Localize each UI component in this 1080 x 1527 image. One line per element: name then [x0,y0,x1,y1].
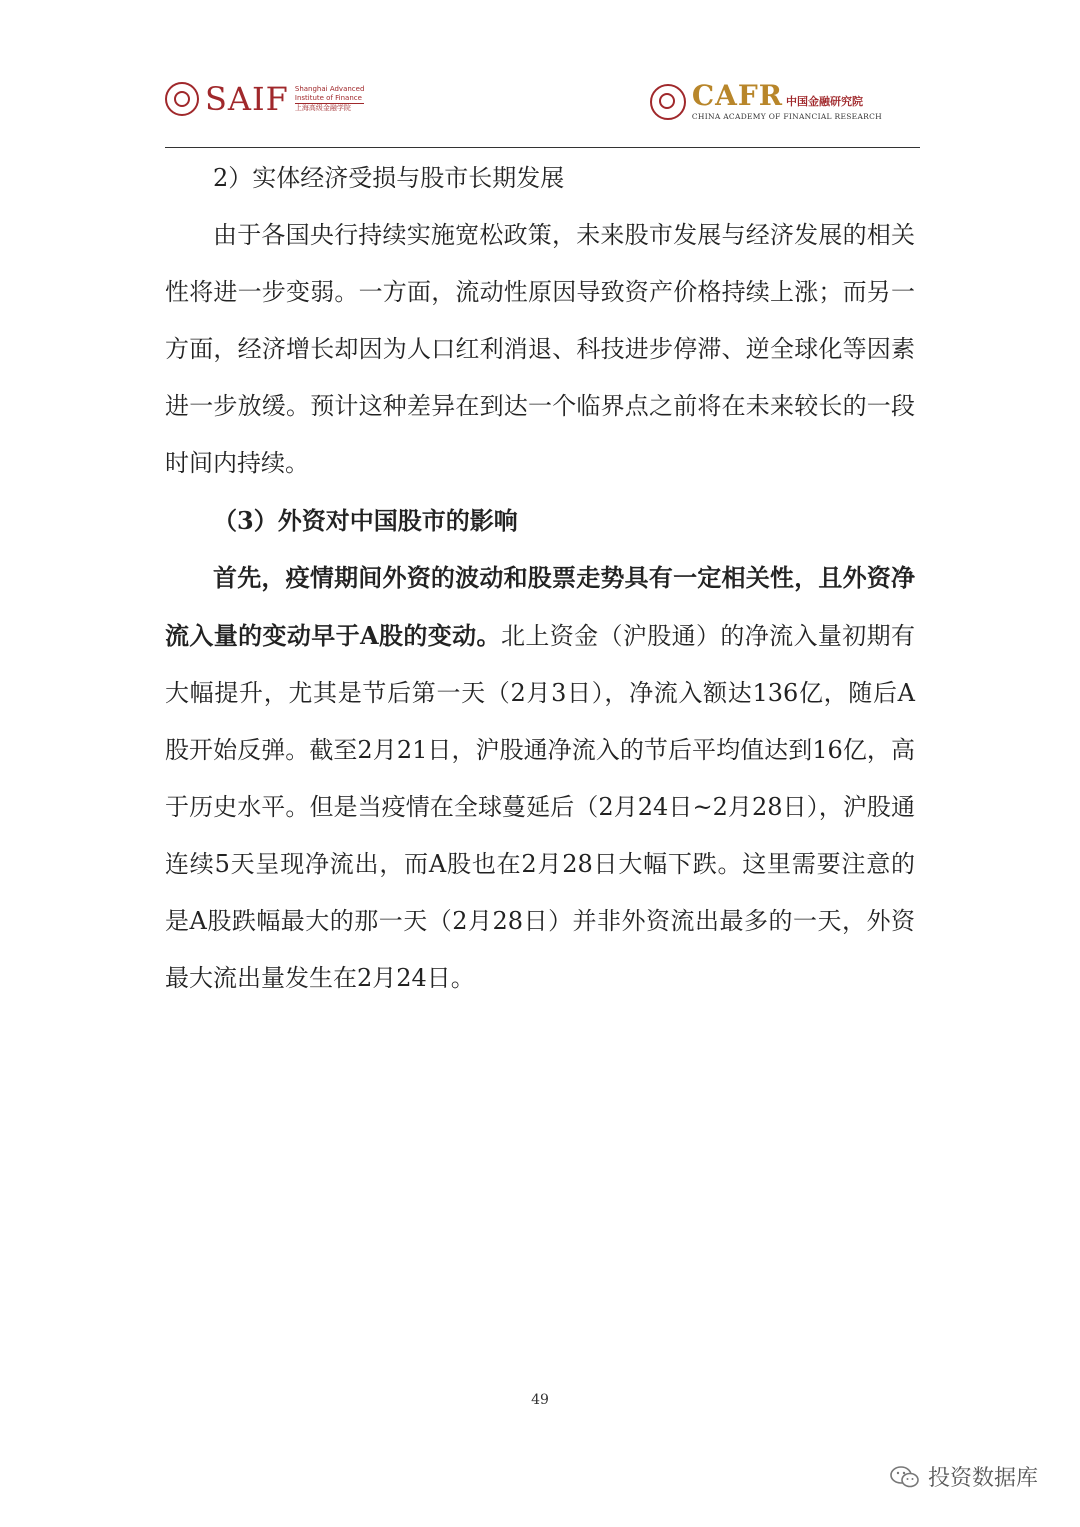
section-2-paragraph: 由于各国央行持续实施宽松政策，未来股市发展与经济发展的相关性将进一步变弱。一方面，流动性原因导致资产价格持续上涨；而另一方面，经济增长却因为人口红利消退、科技进步停滞、逆全球化等因素进一步放缓。预计这种差异在到达一个临界点之前将在未来较长的一段时间内持续。 [165,221,915,477]
document-body [165,207,915,1007]
saif-seal-icon [165,82,199,116]
saif-subtitle: Shanghai Advanced Institute of Finance 上海高级金融学院 [294,85,365,112]
watermark [890,1461,1038,1492]
section-2-heading: 2）实体经济受损与股市长期发展 [213,164,565,192]
header-divider [165,147,920,148]
section-3-body: 北上资金（沪股通）的净流入量初期有大幅提升，尤其是节后第一天（2月3日），净流入额达136亿，随后A股开始反弹。截至2月21日，沪股通净流入的节后平均值达到16亿，高于历史水平。但是当疫情在全球蔓延后（2月24日~2月28日），沪股通连续5天呈现净流出，而A股也在2月28日大幅下跌。这里需要注意的是A股跌幅最大的那一天（2月28日）并非外资流出最多的一天，外资最大流出量发生在2月24日。 [165,622,916,992]
cafr-chinese-name: 中国金融研究院 [785,95,863,108]
wechat-icon [890,1465,920,1489]
saif-wordmark: SAIF [205,80,289,118]
page-header [165,74,920,150]
section-3-paragraph [165,549,915,1007]
saif-logo [165,82,364,116]
cafr-seal-icon [650,84,686,120]
watermark-text: 投资数据库 [927,1466,1038,1491]
page-number: 49 [531,1392,549,1408]
section-3-bold-lead: 首先，疫情期间外资的波动和股票走势具有一定相关性，且外资净流入量的变动早于A股的变动。 [165,563,915,650]
cafr-wordmark: CAFR [691,79,783,112]
cafr-english-name: CHINA ACADEMY OF FINANCIAL RESEARCH [691,112,882,121]
cafr-logo [650,79,882,121]
section-3-heading: （3）外资对中国股市的影响 [213,506,518,535]
